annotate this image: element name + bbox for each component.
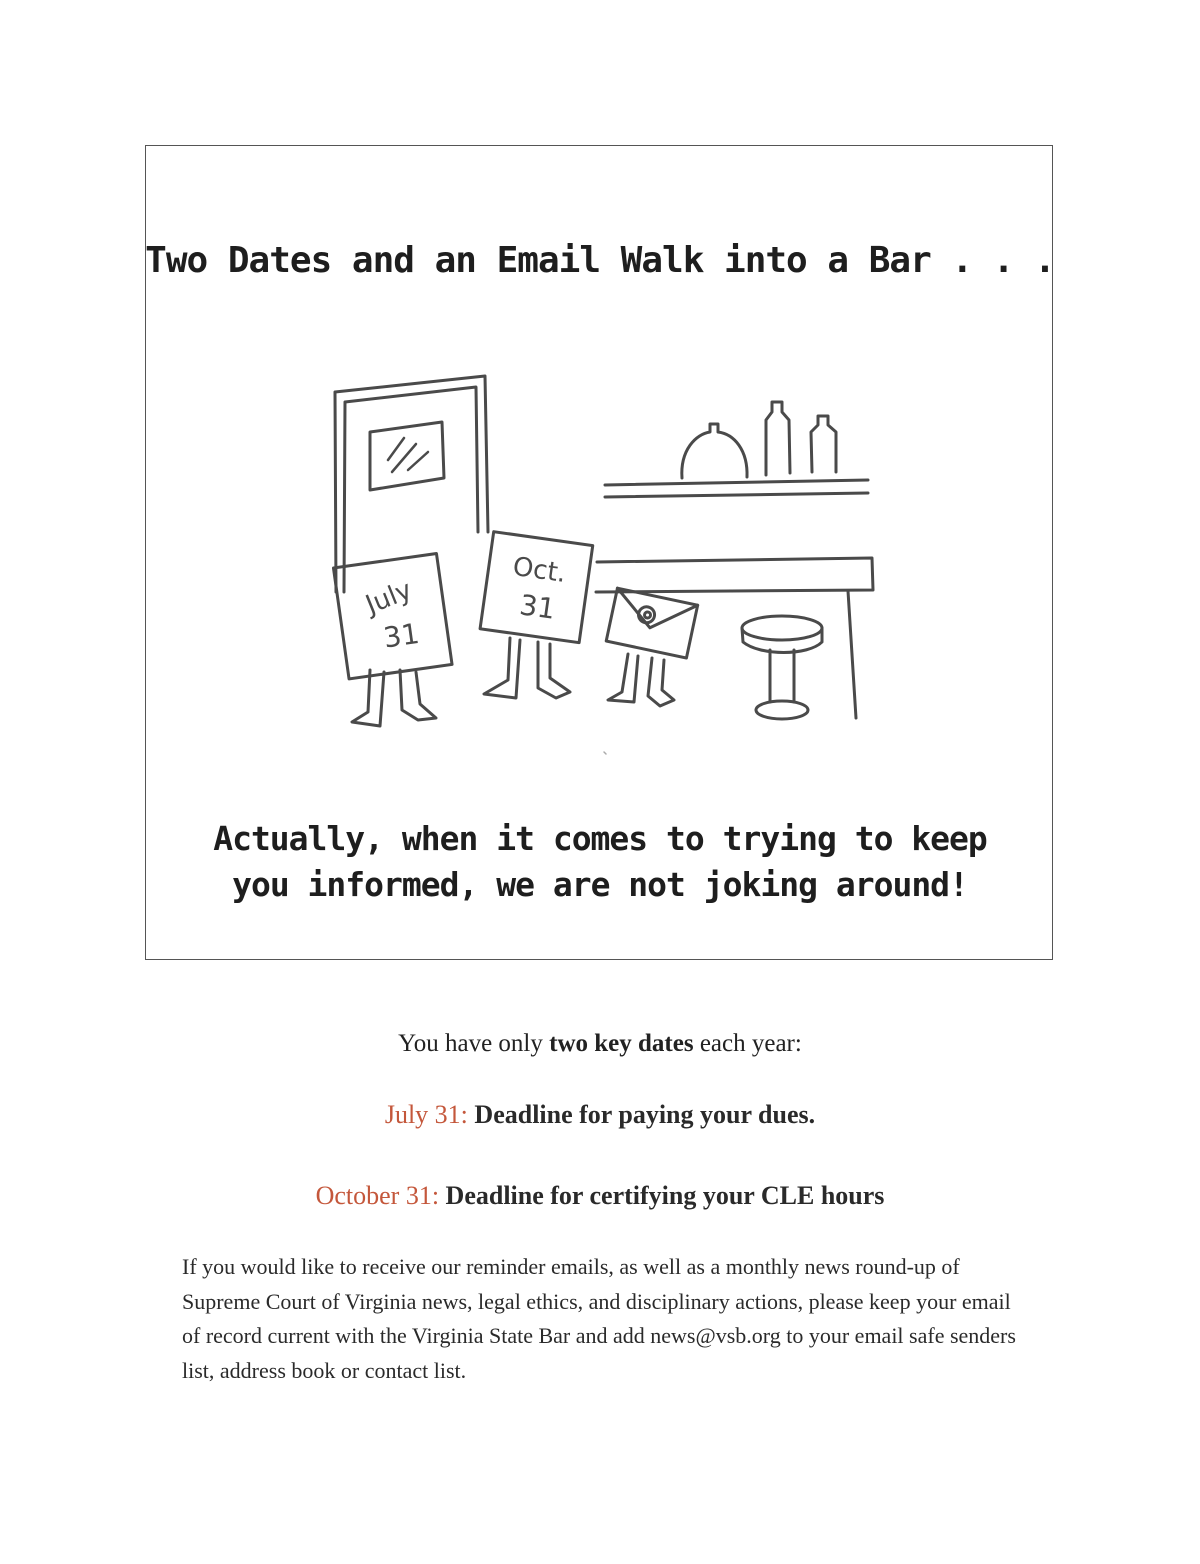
- october-deadline: [0, 1181, 1200, 1211]
- july-deadline: [0, 1100, 1200, 1130]
- counter-leg: [848, 591, 856, 718]
- intro-suffix: each year:: [699, 1030, 802, 1057]
- intro-prefix: You have only: [398, 1030, 543, 1057]
- flyer-punchline: [0, 816, 1200, 908]
- bar-cartoon-illustration: [300, 360, 900, 760]
- decanter: [682, 424, 747, 478]
- door-frame-inner: [344, 387, 478, 592]
- oct-label: Oct.: [510, 551, 568, 589]
- key-dates-intro: [0, 1030, 1200, 1058]
- email-instructions-paragraph: If you would like to receive our reminder emails, as well as a monthly news round-up of Supreme Court of Virginia news, legal ethics, and disciplinary actions, please keep your email of record current with the Virginia State Bar and add news@vsb.org to your email safe senders list, address book or contact list.: [182, 1254, 1016, 1383]
- july-label: July: [361, 575, 417, 621]
- october-deadline-label: October 31:: [315, 1181, 440, 1210]
- bar-shelf: [605, 480, 868, 497]
- bar-stool-seat: [742, 616, 822, 640]
- bottle-tall: [766, 402, 790, 475]
- punchline-line-2: you informed, we are not joking around!: [232, 865, 968, 904]
- bottle-short: [811, 416, 836, 472]
- bar-counter: [596, 558, 873, 592]
- intro-bold: two key dates: [549, 1030, 694, 1057]
- flyer-headline: Two Dates and an Email Walk into a Bar . . .: [145, 240, 1055, 281]
- oct-day: 31: [517, 588, 558, 626]
- email-envelope: [606, 588, 697, 658]
- october-deadline-text: Deadline for certifying your CLE hours: [445, 1181, 885, 1210]
- july-day: 31: [381, 616, 422, 655]
- july-31-calendar: [333, 554, 452, 679]
- punchline-line-1: Actually, when it comes to trying to keep: [213, 819, 987, 858]
- oct-31-calendar: [480, 532, 593, 643]
- july-deadline-label: July 31:: [384, 1100, 468, 1129]
- july-deadline-text: Deadline for paying your dues.: [474, 1100, 816, 1129]
